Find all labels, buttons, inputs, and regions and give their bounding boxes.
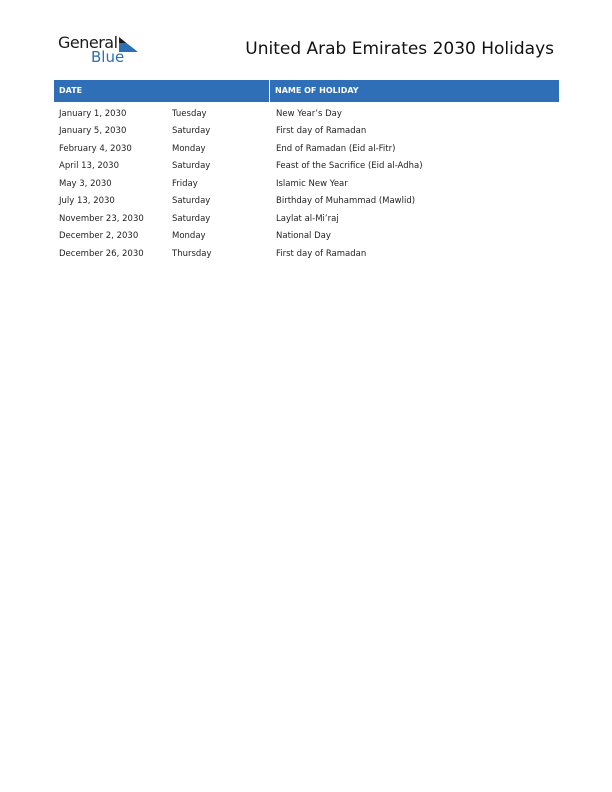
holiday-name: End of Ramadan (Eid al-Fitr) — [276, 143, 396, 154]
holiday-date: January 5, 2030 — [59, 126, 127, 137]
table-row — [54, 193, 559, 211]
table-row — [54, 210, 559, 228]
table-row — [54, 123, 559, 141]
holiday-weekday: Thursday — [172, 248, 212, 259]
holiday-name: Birthday of Muhammad (Mawlid) — [276, 196, 416, 207]
logo-word-general: General — [58, 33, 118, 52]
table-row — [54, 158, 559, 176]
page-title: United Arab Emirates 2030 Holidays — [245, 39, 554, 59]
holiday-date: December 2, 2030 — [59, 231, 139, 242]
holiday-date: December 26, 2030 — [59, 248, 144, 259]
table-row — [54, 228, 559, 246]
holiday-date: July 13, 2030 — [59, 196, 115, 207]
holiday-weekday: Saturday — [172, 196, 211, 207]
holiday-weekday: Saturday — [172, 213, 211, 224]
table-row — [54, 245, 559, 263]
table-header — [54, 80, 559, 102]
holiday-name: First day of Ramadan — [276, 126, 367, 137]
holiday-date: November 23, 2030 — [59, 213, 144, 224]
holiday-date: April 13, 2030 — [59, 161, 119, 172]
holiday-weekday: Monday — [172, 231, 206, 242]
holiday-date: May 3, 2030 — [59, 178, 112, 189]
holiday-name: Islamic New Year — [276, 178, 348, 189]
holiday-weekday: Friday — [172, 178, 198, 189]
holiday-date: February 4, 2030 — [59, 143, 132, 154]
holiday-weekday: Tuesday — [172, 108, 207, 119]
holiday-name: Laylat al-Mi’raj — [276, 213, 339, 224]
table-row — [54, 140, 559, 158]
holiday-date: January 1, 2030 — [59, 108, 127, 119]
column-header-date: DATE — [54, 80, 270, 102]
column-header-holiday-name: NAME OF HOLIDAY — [275, 86, 359, 95]
table-row — [54, 175, 559, 193]
table-row — [54, 105, 559, 123]
logo-word-blue: Blue — [91, 48, 125, 66]
table-body — [54, 102, 559, 263]
holiday-name: New Year’s Day — [276, 108, 342, 119]
holiday-weekday: Saturday — [172, 126, 211, 137]
holiday-weekday: Saturday — [172, 161, 211, 172]
holiday-name: Feast of the Sacrifice (Eid al-Adha) — [276, 161, 423, 172]
generalblue-logo — [58, 34, 148, 68]
holiday-weekday: Monday — [172, 143, 206, 154]
holidays-table — [54, 80, 559, 263]
holiday-name: National Day — [276, 231, 331, 242]
holiday-name: First day of Ramadan — [276, 248, 367, 259]
